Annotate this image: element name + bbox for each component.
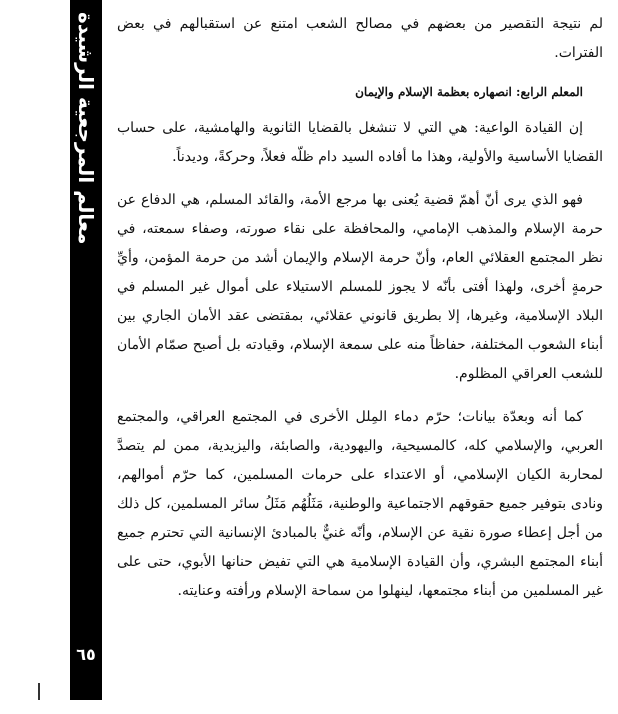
page-body [117,10,603,620]
paragraph-continued: لم نتيجة التقصير من بعضهم في مصالح الشعب امتنع عن استقبالهم في بعض الفترات. [117,16,603,61]
page-number: ٦٥ [76,645,96,664]
paragraph: كما أنه وبعدّة بيانات؛ حرّم دماء المِلل الأخرى في المجتمع العراقي، والمجتمع العربي، والإسلامي كله، كالمسيحية، واليهودية، والصابئة، واليزيدية، ممن لم يتصدَّ لمحاربة الكيان الإسلامي، أو الاعتداء على حرمات المسلمين، كما حرّم أموالهم، ونادى بتوفير جميع حقوقهم الاجتماعية والوطنية، مَثَلُهُم مَثَلُ سائر المسلمين، كل ذلك من أجل إعطاء صورة نقية عن الإسلام، وأنّه غنيٌّ بالمبادئ الإنسانية التي تحترم جميع أبناء المجتمع البشري، وأن القيادة الإسلامية هي التي تفيض حنانها الأبوي، حتى على غير المسلمين من أبناء مجتمعها، لينهلوا من سماحة الإسلام ورأفته وعنايته. [117,409,603,599]
paragraph: إن القيادة الواعية: هي التي لا تنشغل بالقضايا الثانوية والهامشية، على حساب القضايا الأساسية والأولية، وهذا ما أفاده السيد دام ظلّه فعلاً، وحركةً، وديدناً. [117,120,603,165]
paragraph: فهو الذي يرى أنّ أهمّ قضية يُعنى بها مرجع الأمة، والقائد المسلم، هي الدفاع عن حرمة الإسلام والمذهب الإمامي، والمحافظة على نقاء صورته، وصفاء سمعته، في نظر المجتمع العقلائي العام، وأنّ حرمة الإسلام والإيمان أشد من حرمة المؤمن، وأيِّ حرمةٍ أخرى، ولهذا أفتى بأنّه لا يجوز للمسلم الاستيلاء على أموال غير المسلم في البلاد الإسلامية، وغيرها، إلا بطريق قانوني عقلائي، بمقتضى عقد الأمان الجاري بين أبناء الشعوب المختلفة، حفاظاً منه على سمعة الإسلام، وقيادته بل أصبح صمّام الأمان للشعب العراقي المظلوم. [117,192,603,382]
sidebar-band [70,0,102,700]
section-heading: المعلم الرابع: انصهاره بعظمة الإسلام والإيمان [355,85,583,99]
running-title: معالم المرجعية الرشيدة [74,12,98,245]
margin-mark [38,683,40,700]
